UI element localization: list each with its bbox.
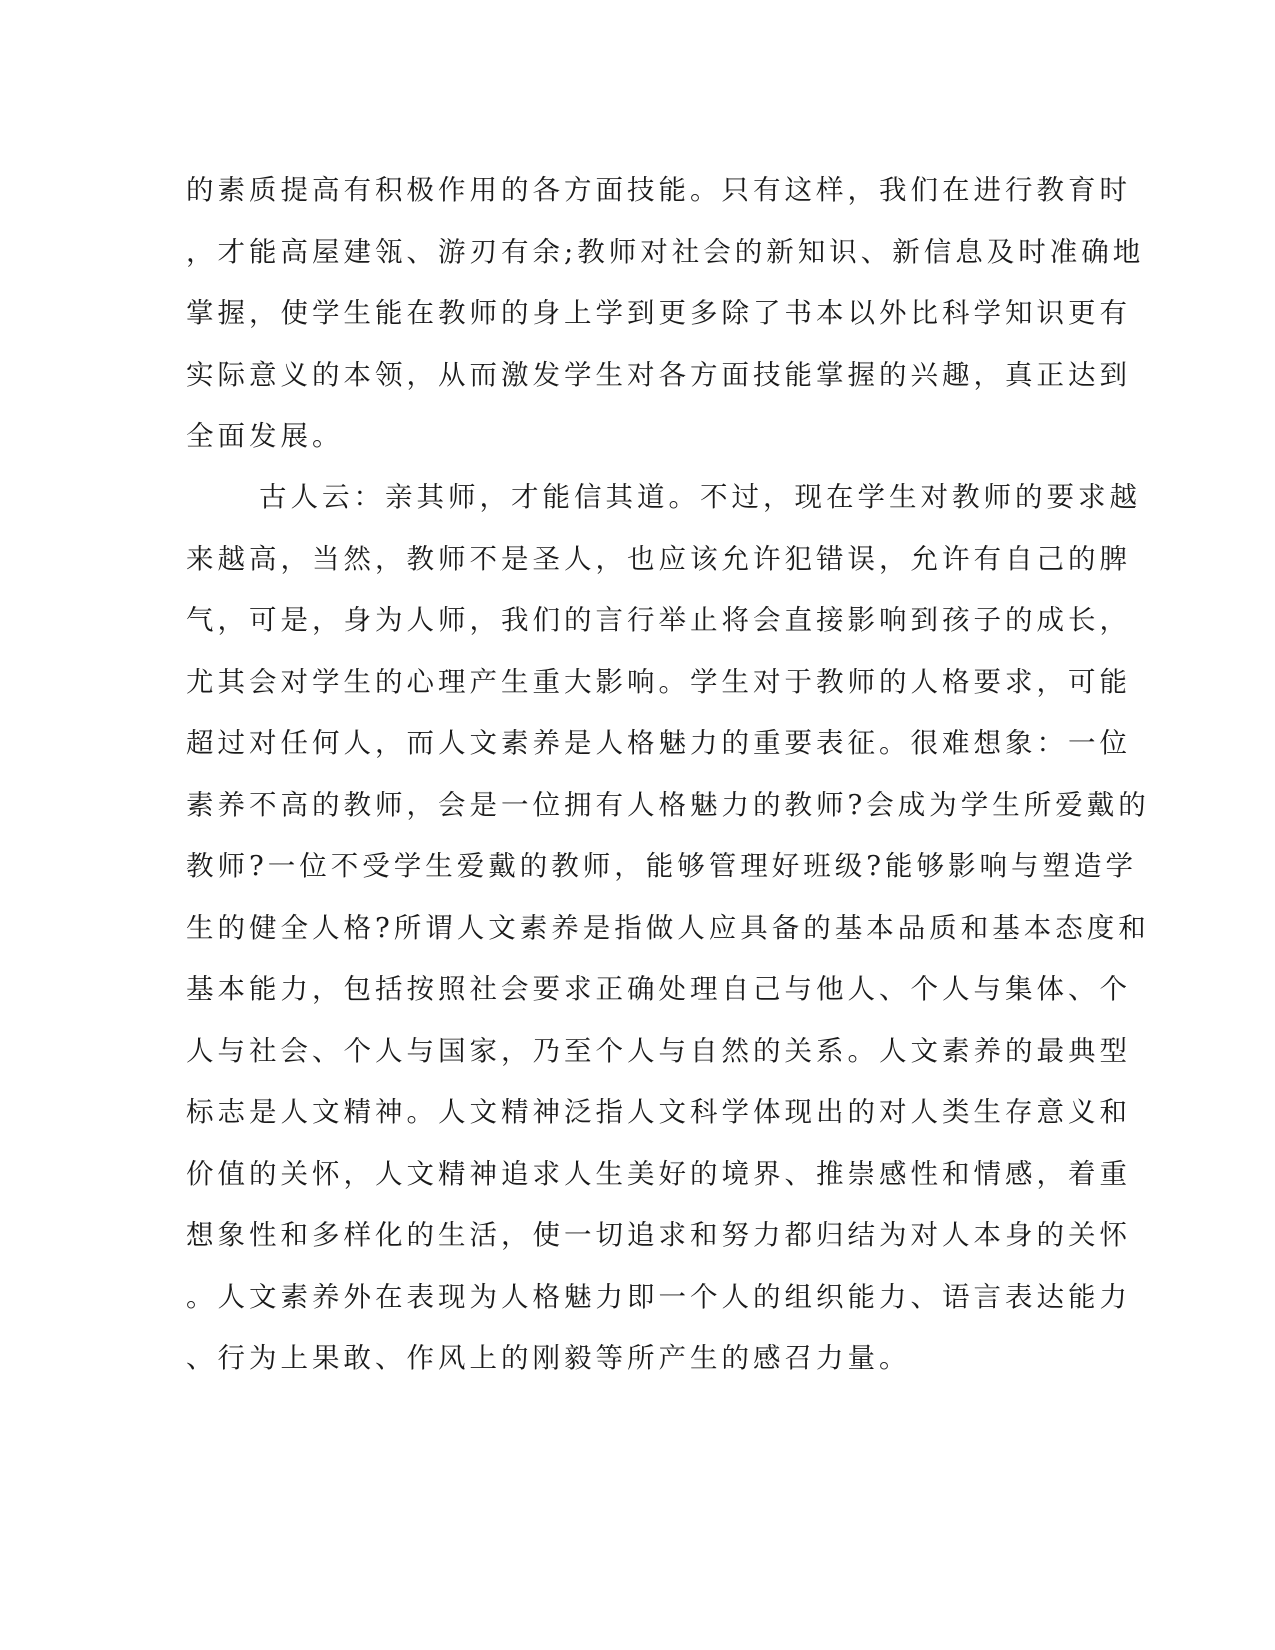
paragraph-line: 想象性和多样化的生活，使一切追求和努力都归结为对人本身的关怀 [186,1219,1131,1251]
paragraph-line: 。人文素养外在表现为人格魅力即一个人的组织能力、语言表达能力 [186,1280,1131,1313]
paragraph-2 [186,467,1150,1390]
paragraph-1 [186,160,1145,468]
paragraph-line: 古人云：亲其师，才能信其道。不过，现在学生对教师的要求越 [259,481,1141,513]
paragraph-line: 教师?一位不受学生爱戴的教师，能够管理好班级?能够影响与塑造学 [186,850,1137,882]
paragraph-line: 气，可是，身为人师，我们的言行举止将会直接影响到孩子的成长， [186,604,1131,636]
paragraph-line: ，才能高屋建瓴、游刃有余;教师对社会的新知识、新信息及时准确地 [186,235,1145,268]
paragraph-line: 、行为上果敢、作风上的刚毅等所产生的感召力量。 [186,1342,911,1374]
paragraph-line: 价值的关怀，人文精神追求人生美好的境界、推崇感性和情感，着重 [186,1157,1131,1190]
paragraph-line: 实际意义的本领，从而激发学生对各方面技能掌握的兴趣，真正达到 [186,358,1131,391]
paragraph-line: 生的健全人格?所谓人文素养是指做人应具备的基本品质和基本态度和 [186,911,1150,944]
paragraph-line: 人与社会、个人与国家，乃至个人与自然的关系。人文素养的最典型 [186,1034,1131,1067]
paragraph-line: 掌握，使学生能在教师的身上学到更多除了书本以外比科学知识更有 [186,297,1131,329]
paragraph-line: 超过对任何人，而人文素养是人格魅力的重要表征。很难想象：一位 [186,727,1131,759]
paragraph-line: 基本能力，包括按照社会要求正确处理自己与他人、个人与集体、个 [186,973,1131,1005]
paragraph-line: 的素质提高有积极作用的各方面技能。只有这样，我们在进行教育时 [186,174,1131,206]
paragraph-line: 来越高，当然，教师不是圣人，也应该允许犯错误，允许有自己的脾 [186,542,1131,575]
paragraph-line: 素养不高的教师，会是一位拥有人格魅力的教师?会成为学生所爱戴的 [186,788,1150,821]
paragraph-line: 标志是人文精神。人文精神泛指人文科学体现出的对人类生存意义和 [186,1096,1131,1128]
paragraph-line: 尤其会对学生的心理产生重大影响。学生对于教师的人格要求，可能 [186,665,1131,698]
paragraph-line: 全面发展。 [186,420,344,452]
